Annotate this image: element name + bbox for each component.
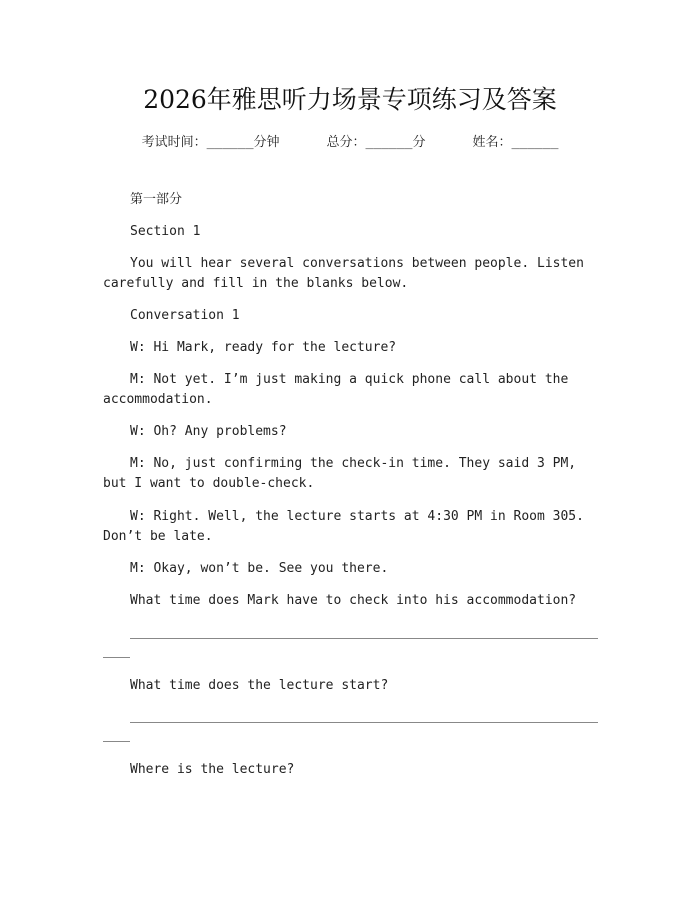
question-text: Where is the lecture?	[130, 762, 295, 777]
dialogue-line: M: No, just confirming the check-in time. They said 3 PM, but I want to double-check.	[103, 456, 584, 491]
part-heading: 第一部分	[130, 192, 183, 207]
answer-blank-line[interactable]	[130, 638, 598, 639]
dialogue-line: M: Okay, won’t be. See you there.	[130, 561, 389, 576]
instructions-paragraph: You will hear several conversations between people. Listen carefully and fill in the blanks below.	[103, 256, 592, 291]
name-field: 姓名：______	[472, 135, 559, 150]
dialogue-line: W: Hi Mark, ready for the lecture?	[130, 340, 397, 355]
dialogue-line: W: Oh? Any problems?	[130, 424, 287, 439]
total-score-field: 总分：______分	[326, 135, 426, 150]
answer-blank-continuation	[103, 657, 130, 658]
answer-blank-continuation	[103, 741, 130, 742]
exam-info-line	[0, 131, 700, 150]
exam-time-field: 考试时间：______分钟	[141, 135, 280, 150]
section-heading: Section 1	[130, 224, 201, 239]
question-text: What time does the lecture start?	[130, 678, 389, 693]
dialogue-line: W: Right. Well, the lecture starts at 4:30 PM in Room 305. Don’t be late.	[103, 509, 592, 544]
document-title: 2026年雅思听力场景专项练习及答案	[143, 85, 557, 114]
answer-blank-line[interactable]	[130, 722, 598, 723]
question-text: What time does Mark have to check into his accommodation?	[130, 593, 577, 608]
conversation-title: Conversation 1	[130, 308, 240, 323]
dialogue-line: M: Not yet. I’m just making a quick phone call about the accommodation.	[103, 372, 577, 407]
